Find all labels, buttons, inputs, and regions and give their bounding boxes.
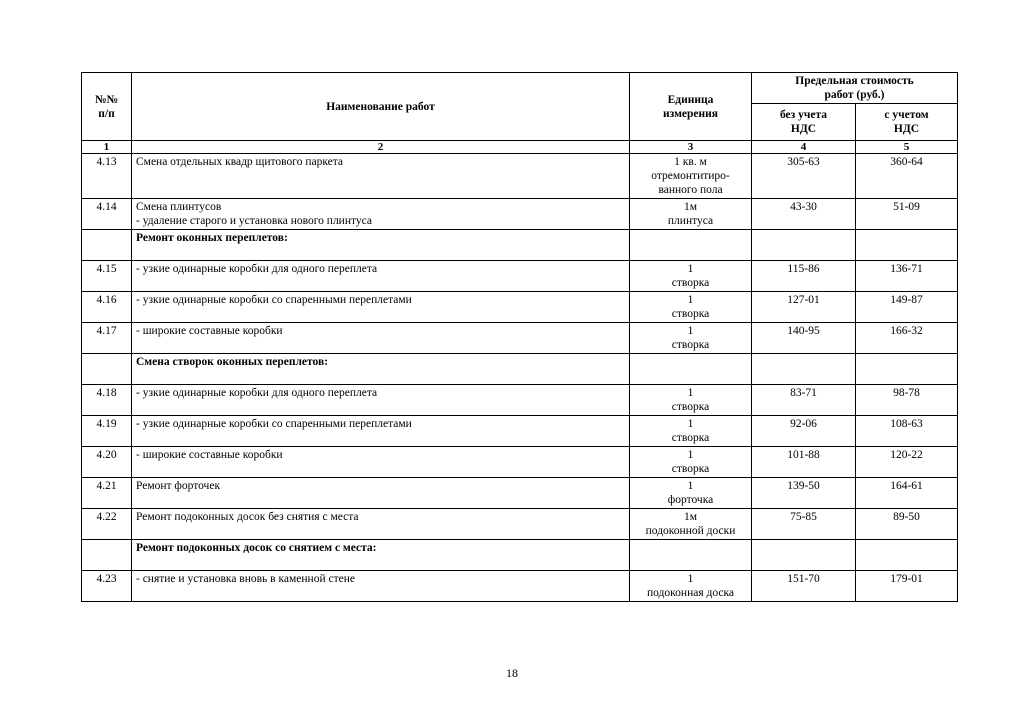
row-num: 4.17	[82, 323, 132, 354]
row-name	[132, 323, 630, 354]
row-name	[132, 416, 630, 447]
row-price-with-vat: 51-09	[856, 199, 958, 230]
row-name-line: - узкие одинарные коробки со спаренными переплетами	[136, 418, 412, 430]
row-price-with-vat: 360-64	[856, 154, 958, 199]
row-price-without-vat: 139-50	[752, 478, 856, 509]
row-unit	[630, 509, 752, 540]
row-name-line: - узкие одинарные коробки для одного переплета	[136, 263, 378, 275]
section-title: Смена створок оконных переплетов:	[132, 354, 630, 385]
table-row	[82, 323, 958, 354]
row-unit-line: створка	[671, 463, 710, 475]
row-price-with-vat: 166-32	[856, 323, 958, 354]
row-unit-line: створка	[671, 339, 710, 351]
section-num-cell	[82, 354, 132, 385]
row-num: 4.23	[82, 571, 132, 602]
row-num: 4.21	[82, 478, 132, 509]
row-price-with-vat: 89-50	[856, 509, 958, 540]
row-name	[132, 447, 630, 478]
row-unit-line: 1	[687, 325, 694, 337]
table-row	[82, 154, 958, 199]
row-unit	[630, 571, 752, 602]
row-num: 4.22	[82, 509, 132, 540]
row-name	[132, 154, 630, 199]
header-without-vat: без учета НДС	[752, 104, 856, 141]
section-num-cell	[82, 540, 132, 571]
section-row	[82, 230, 958, 261]
table-row	[82, 292, 958, 323]
section-num-cell	[82, 230, 132, 261]
row-name-line: - узкие одинарные коробки для одного переплета	[136, 387, 378, 399]
row-unit-line: 1	[687, 294, 694, 306]
row-unit-line: 1	[687, 263, 694, 275]
table-row	[82, 261, 958, 292]
row-unit-line: подоконная доска	[646, 587, 734, 599]
row-num: 4.15	[82, 261, 132, 292]
col-index-5: 5	[856, 141, 958, 154]
row-price-without-vat: 140-95	[752, 323, 856, 354]
row-name	[132, 199, 630, 230]
table-row	[82, 199, 958, 230]
row-price-without-vat: 127-01	[752, 292, 856, 323]
row-name	[132, 478, 630, 509]
row-name	[132, 385, 630, 416]
row-unit	[630, 154, 752, 199]
row-unit-line: 1	[687, 449, 694, 461]
row-unit-line: 1	[687, 573, 694, 585]
row-price-with-vat: 120-22	[856, 447, 958, 478]
row-name	[132, 571, 630, 602]
section-row	[82, 540, 958, 571]
row-name-line: - широкие составные коробки	[136, 325, 283, 337]
row-num: 4.18	[82, 385, 132, 416]
section-with-vat-cell	[856, 230, 958, 261]
header-with-vat: с учетом НДС	[856, 104, 958, 141]
row-name-line: - узкие одинарные коробки со спаренными переплетами	[136, 294, 412, 306]
row-price-without-vat: 92-06	[752, 416, 856, 447]
row-price-with-vat: 136-71	[856, 261, 958, 292]
row-unit	[630, 385, 752, 416]
table-row	[82, 571, 958, 602]
table-body	[82, 154, 958, 602]
section-unit-cell	[630, 354, 752, 385]
row-price-with-vat: 98-78	[856, 385, 958, 416]
table-row	[82, 447, 958, 478]
row-unit-line: 1	[687, 418, 694, 430]
row-num: 4.16	[82, 292, 132, 323]
row-unit-line: подоконной доски	[645, 525, 736, 537]
col-index-3: 3	[630, 141, 752, 154]
row-unit-line: створка	[671, 401, 710, 413]
col-index-1: 1	[82, 141, 132, 154]
section-without-vat-cell	[752, 540, 856, 571]
row-unit-line: форточка	[667, 494, 714, 506]
header-cost: Предельная стоимость работ (руб.)	[752, 73, 958, 104]
row-name-line: Смена плинтусов	[136, 201, 222, 213]
row-unit-line: створка	[671, 432, 710, 444]
row-unit-line: 1	[687, 387, 694, 399]
table-row	[82, 509, 958, 540]
row-unit	[630, 292, 752, 323]
row-unit-line: плинтуса	[667, 215, 714, 227]
row-name-line: Смена отдельных квадр щитового паркета	[136, 156, 344, 168]
row-unit	[630, 478, 752, 509]
row-name-line: - широкие составные коробки	[136, 449, 283, 461]
row-unit	[630, 323, 752, 354]
row-price-without-vat: 101-88	[752, 447, 856, 478]
row-price-with-vat: 149-87	[856, 292, 958, 323]
price-table	[81, 72, 958, 602]
row-unit	[630, 199, 752, 230]
col-index-4: 4	[752, 141, 856, 154]
row-unit-line: створка	[671, 277, 710, 289]
row-price-with-vat: 179-01	[856, 571, 958, 602]
row-unit-line: ванного пола	[658, 184, 723, 196]
row-name	[132, 261, 630, 292]
row-price-with-vat: 164-61	[856, 478, 958, 509]
row-price-without-vat: 75-85	[752, 509, 856, 540]
row-name-line: Ремонт подоконных досок без снятия с места	[136, 511, 359, 523]
section-with-vat-cell	[856, 354, 958, 385]
section-row	[82, 354, 958, 385]
table-row	[82, 478, 958, 509]
column-index-row	[82, 141, 958, 154]
row-unit	[630, 416, 752, 447]
section-without-vat-cell	[752, 230, 856, 261]
row-num: 4.20	[82, 447, 132, 478]
header-name: Наименование работ	[132, 73, 630, 141]
page-number: 18	[506, 666, 518, 680]
row-num: 4.19	[82, 416, 132, 447]
row-price-without-vat: 83-71	[752, 385, 856, 416]
header-unit: Единица измерения	[630, 73, 752, 141]
col-index-2: 2	[132, 141, 630, 154]
row-unit	[630, 261, 752, 292]
section-title: Ремонт оконных переплетов:	[132, 230, 630, 261]
row-price-without-vat: 43-30	[752, 199, 856, 230]
row-unit-line: 1 кв. м	[674, 156, 707, 168]
row-unit-line: 1	[687, 480, 694, 492]
row-price-without-vat: 115-86	[752, 261, 856, 292]
row-num: 4.14	[82, 199, 132, 230]
row-name-line: Ремонт форточек	[136, 480, 221, 492]
header-num: №№ п/п	[82, 73, 132, 141]
section-unit-cell	[630, 540, 752, 571]
section-without-vat-cell	[752, 354, 856, 385]
row-unit	[630, 447, 752, 478]
row-name-line: - удаление старого и установка нового плинтуса	[136, 215, 372, 227]
row-price-with-vat: 108-63	[856, 416, 958, 447]
table-row	[82, 416, 958, 447]
row-name-line: - снятие и установка вновь в каменной стене	[136, 573, 355, 585]
row-unit-line: створка	[671, 308, 710, 320]
row-unit-line: отремонтитиро-	[651, 170, 730, 182]
row-price-without-vat: 305-63	[752, 154, 856, 199]
row-num: 4.13	[82, 154, 132, 199]
section-unit-cell	[630, 230, 752, 261]
row-unit-line: 1м	[683, 201, 698, 213]
row-unit-line: 1м	[683, 511, 698, 523]
table-row	[82, 385, 958, 416]
section-title: Ремонт подоконных досок со снятием с места:	[132, 540, 630, 571]
row-price-without-vat: 151-70	[752, 571, 856, 602]
row-name	[132, 292, 630, 323]
row-name	[132, 509, 630, 540]
section-with-vat-cell	[856, 540, 958, 571]
header-row	[82, 73, 958, 104]
